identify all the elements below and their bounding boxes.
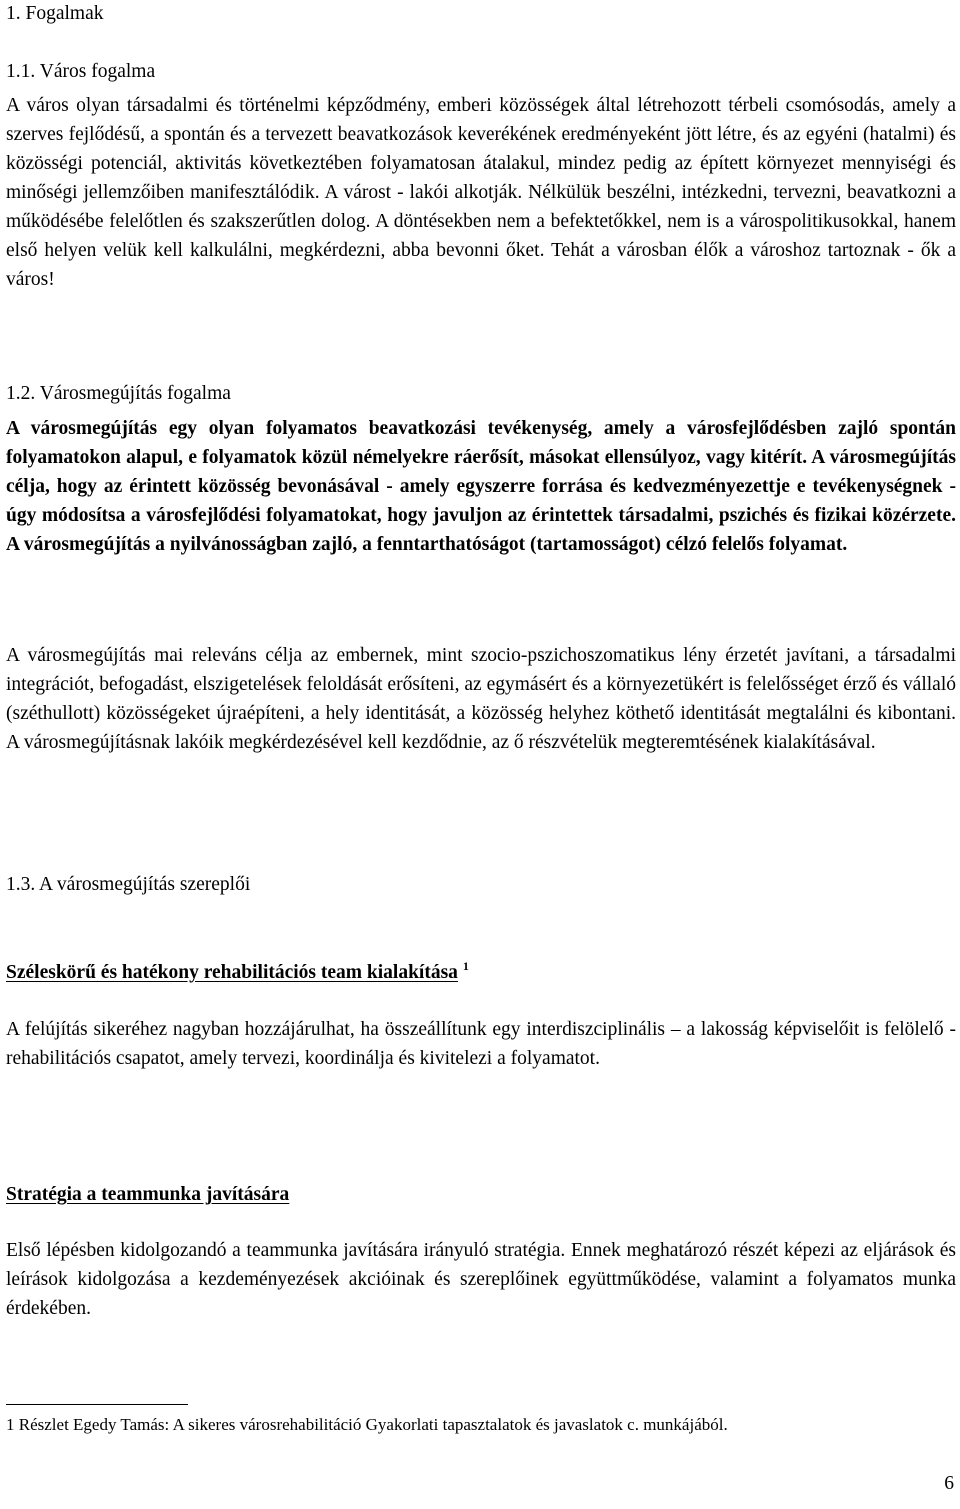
- section-1-2-heading: 1.2. Városmegújítás fogalma: [6, 383, 231, 404]
- section-1-1-body: A város olyan társadalmi és történelmi képződmény, emberi közösségek által létrehozott térbeli csomósodás, amely a szerves fejlődésű, a spontán és a tervezett beavatkozások keverékének eredményeként jött létre, és az egyéni (hatalmi) és közösségi potenciál, aktivitás következtében folyamatosan átalakul, mindez pedig az épített környezet mennyiségi és minőségi jellemzőiben manifesztálódik. A várost - lakói alkotják. Nélkülük beszélni, intézkedni, tervezni, beavatkozni a működésébe felelőtlen és szakszerűtlen dolog. A döntésekben nem a befektetőkkel, nem is a várospolitikusokkal, hanem első helyen velük kell kalkulálni, megkérdezni, abba bevonni őket. Tehát a városban élők a városhoz tartoznak - ők a város!: [6, 95, 956, 290]
- team-body: A felújítás sikeréhez nagyban hozzájárulhat, ha összeállítunk egy interdiszciplinális – a lakosság képviselőit is felölelő - rehabilitációs csapatot, amely tervezi, koordinálja és kivitelezi a folyamatot.: [6, 1019, 956, 1069]
- section-1-1-heading: 1.1. Város fogalma: [6, 61, 156, 82]
- team-subheading: [6, 958, 956, 987]
- section-1-2-definition: A városmegújítás egy olyan folyamatos beavatkozási tevékenység, amely a városfejlődésben zajló spontán folyamatokon alapul, e folyamatok közül némelyekre ráerősít, másokat ellensúlyoz, vagy kitérít. A városmegújítás célja, hogy az érintett közösség bevonásával - amely egyszerre forrása és kedvezményezettje e tevékenységnek - úgy módosítsa a városfejlődési folyamatokat, hogy javuljon az érintettek társadalmi, pszichés és fizikai közérzete. A városmegújítás a nyilvánosságban zajló, a fenntarthatóságot (tartamosságot) célzó felelős folyamat.: [6, 418, 956, 555]
- footnote-ref: 1: [462, 959, 469, 973]
- page-number: 6: [944, 1473, 954, 1494]
- strategy-subheading-text: Stratégia a teammunka javítására: [6, 1184, 290, 1205]
- chapter-title: 1. Fogalmak: [6, 3, 104, 24]
- footnote: 1 Részlet Egedy Tamás: A sikeres városrehabilitáció Gyakorlati tapasztalatok és javaslatok c. munkájából.: [6, 1415, 728, 1434]
- strategy-subheading: [6, 1180, 956, 1209]
- team-subheading-text: Széleskörű és hatékony rehabilitációs team kialakítása: [6, 962, 458, 983]
- section-1-3-heading: 1.3. A városmegújítás szereplői: [6, 874, 251, 895]
- strategy-body: Első lépésben kidolgozandó a teammunka javítására irányuló stratégia. Ennek meghatározó részét képezi az eljárások és leírások kidolgozása a kezdeményezések akcióinak és szereplőinek együttműködése, valamint a folyamatos munka érdekében.: [6, 1240, 956, 1319]
- section-1-2-body: A városmegújítás mai releváns célja az embernek, mint szocio-pszichoszomatikus lény érzetét javítani, a társadalmi integrációt, befogadást, elszigetelések feloldását erősíteni, az egymásért és a környezetükért is felelősséget érző és vállaló (széthullott) közösségeket újraépíteni, a hely identitását, a közösség helyhez köthető identitását megtalálni és kibontani. A városmegújításnak lakóik megkérdezésével kell kezdődnie, az ő részvételük megteremtésének kialakításával.: [6, 645, 956, 753]
- footnote-separator: [6, 1404, 188, 1405]
